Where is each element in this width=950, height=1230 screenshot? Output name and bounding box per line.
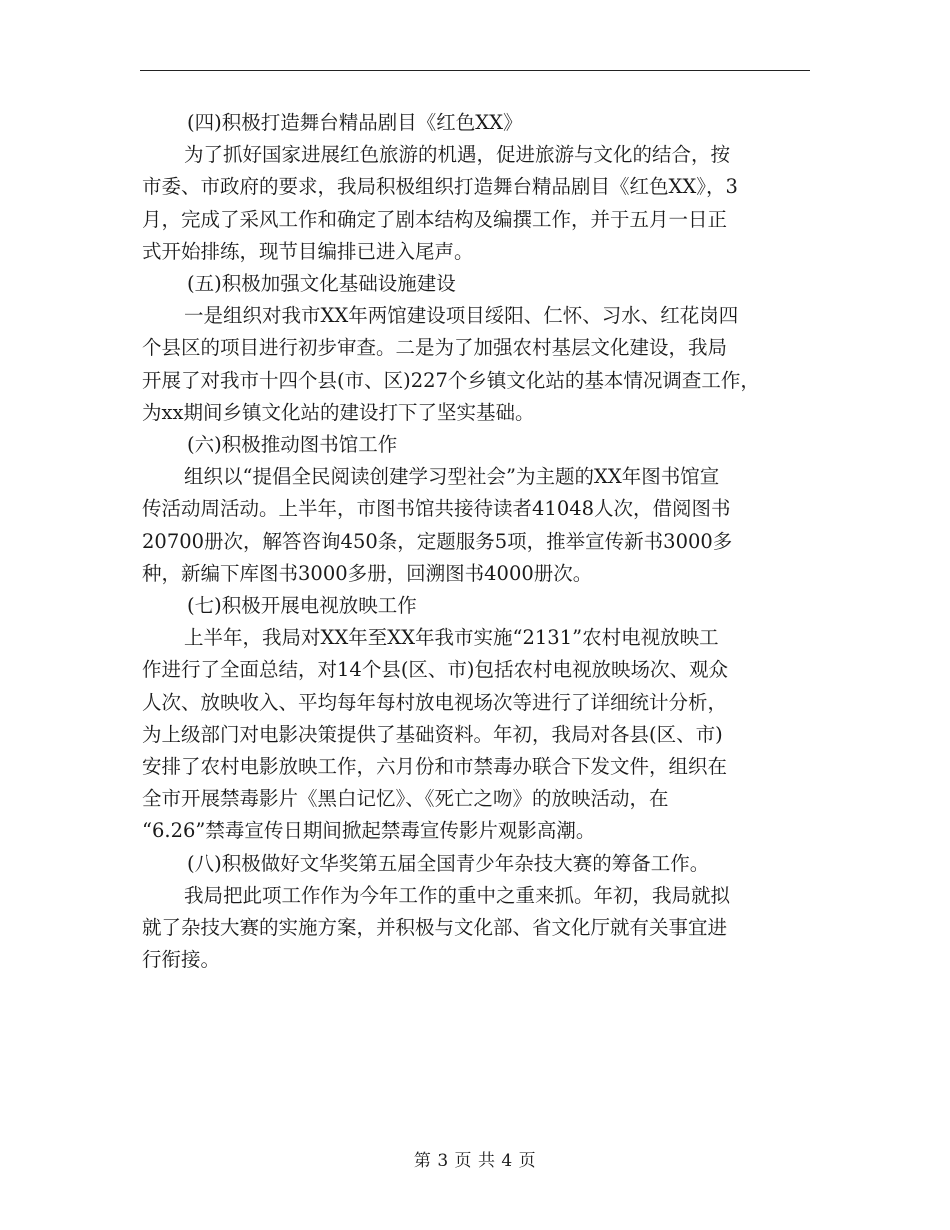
- paragraph-line: 全市开展禁毒影片《黑白记忆》、《死亡之吻》的放映活动，在: [142, 787, 669, 811]
- section-paragraph: [142, 300, 814, 429]
- section-heading: (八)积极做好文华奖第五届全国青少年杂技大赛的筹备工作。: [187, 851, 710, 875]
- section-heading: (七)积极开展电视放映工作: [187, 594, 417, 618]
- paragraph-line: “6.26”禁毒宣传日期间掀起禁毒宣传影片观影高潮。: [142, 819, 596, 843]
- section-5: [142, 268, 814, 429]
- paragraph-line: 安排了农村电影放映工作，六月份和市禁毒办联合下发文件，组织在: [142, 755, 728, 779]
- paragraph-line: 为了抓好国家进展红色旅游的机遇，促进旅游与文化的结合，按: [184, 143, 731, 167]
- section-heading: (四)积极打造舞台精品剧目《红色XX》: [187, 111, 523, 134]
- paragraph-line: 上半年，我局对XX年至XX年我市实施“2131”农村电视放映工: [184, 626, 719, 650]
- section-paragraph: [142, 461, 814, 590]
- paragraph-line: 式开始排练，现节目编排已进入尾声。: [142, 239, 474, 263]
- paragraph-line: 我局把此项工作作为今年工作的重中之重来抓。年初，我局就拟: [184, 883, 731, 907]
- section-7: [142, 590, 814, 848]
- page-number-footer: 第 3 页 共 4 页: [413, 1151, 537, 1171]
- paragraph-line: 种，新编下库图书3000多册，回溯图书4000册次。: [142, 561, 593, 585]
- section-paragraph: [142, 622, 814, 847]
- section-8: [142, 848, 814, 977]
- paragraph-line: 月，完成了采风工作和确定了剧本结构及编撰工作，并于五月一日正: [142, 207, 728, 231]
- section-paragraph: [142, 139, 814, 268]
- section-heading: (五)积极加强文化基础设施建设: [187, 272, 456, 296]
- paragraph-line: 组织以“提倡全民阅读创建学习型社会”为主题的XX年图书馆宣: [184, 465, 720, 489]
- paragraph-line: 行衔接。: [142, 948, 221, 972]
- paragraph-line: 人次、放映收入、平均每年每村放电视场次等进行了详细统计分析，: [142, 690, 728, 714]
- paragraph-line: 就了杂技大赛的实施方案，并积极与文化部、省文化厅就有关事宜进: [142, 916, 728, 940]
- paragraph-line: 个县区的项目进行初步审查。二是为了加强农村基层文化建设，我局: [142, 336, 728, 360]
- paragraph-line: 20700册次，解答咨询450条，定题服务5项，推举宣传新书3000多: [142, 529, 733, 553]
- section-paragraph: [142, 880, 814, 977]
- paragraph-line: 为xx期间乡镇文化站的建设打下了坚实基础。: [142, 400, 535, 424]
- paragraph-line: 开展了对我市十四个县(市、区)227个乡镇文化站的基本情况调查工作，: [142, 368, 760, 392]
- paragraph-line: 作进行了全面总结，对14个县(区、市)包括农村电视放映场次、观众: [142, 658, 729, 682]
- paragraph-line: 市委、市政府的要求，我局积极组织打造舞台精品剧目《红色XX》，3: [142, 175, 738, 199]
- paragraph-line: 一是组织对我市XX年两馆建设项目绥阳、仁怀、习水、红花岗四: [184, 304, 739, 328]
- section-heading: (六)积极推动图书馆工作: [187, 433, 398, 457]
- paragraph-line: 为上级部门对电影决策提供了基础资料。年初，我局对各县(区、市): [142, 722, 723, 746]
- paragraph-line: 传活动周活动。上半年，市图书馆共接待读者41048人次，借阅图书: [142, 497, 731, 521]
- document-body: [142, 107, 814, 976]
- section-6: [142, 429, 814, 590]
- header-rule: [140, 70, 810, 71]
- section-4: [142, 107, 814, 268]
